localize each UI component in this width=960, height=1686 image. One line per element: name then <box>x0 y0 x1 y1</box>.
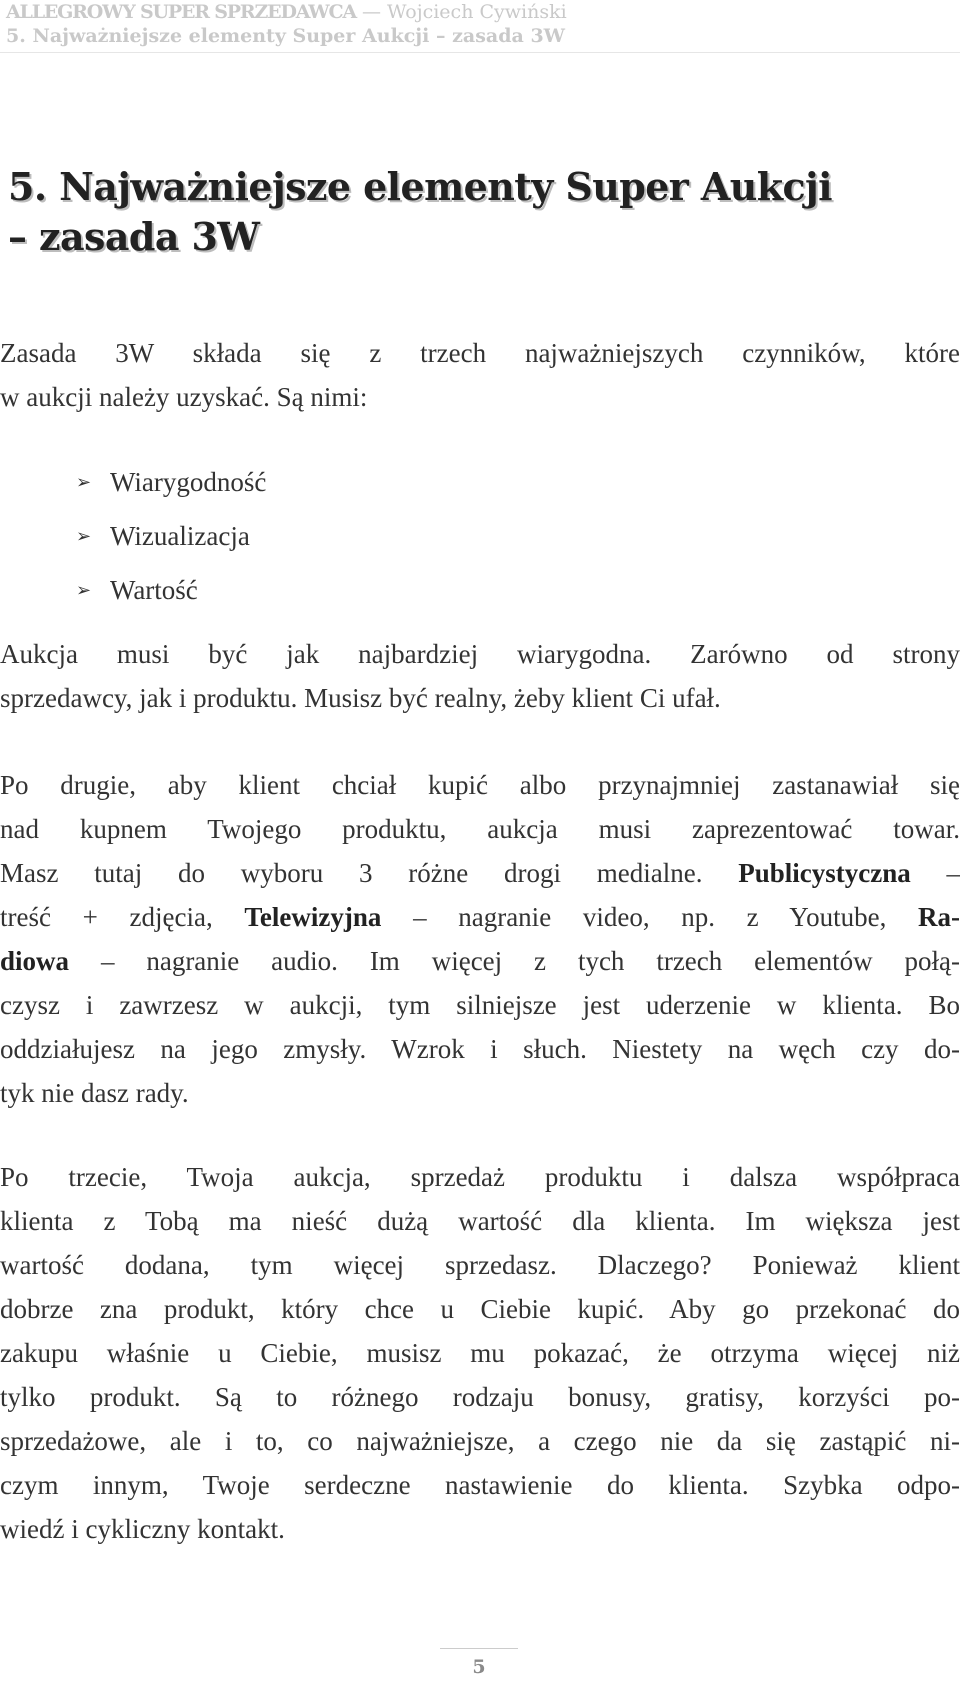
list-item-label: Wartość <box>110 575 198 605</box>
text-segment: Masz tutaj do wyboru 3 różne drogi medialne. <box>0 858 703 888</box>
list-item <box>0 514 960 568</box>
text-line: wiedź i cykliczny kontakt. <box>0 1514 285 1544</box>
text-line: tylko produkt. Są to różnego rodzaju bonusy, gratisy, korzyści po- <box>0 1382 960 1412</box>
header-separator: — <box>361 1 381 23</box>
text-line: Aukcja musi być jak najbardziej wiarygodna. Zarówno od strony <box>0 639 960 669</box>
text-line: sprzedażowe, ale i to, co najważniejsze, a czego nie da się zastąpić ni- <box>0 1426 960 1456</box>
text-line: tyk nie dasz rady. <box>0 1078 189 1108</box>
header-divider <box>0 52 960 53</box>
text-line: klienta z Tobą ma nieść dużą wartość dla klienta. Im większa jest <box>0 1206 960 1236</box>
text-line: Zasada 3W składa się z trzech najważniejszych czynników, które <box>0 338 960 368</box>
arrow-bullet-icon: ➢ <box>76 526 92 546</box>
text-line: oddziałujesz na jego zmysły. Wzrok i słuch. Niestety na węch czy do- <box>0 1034 960 1064</box>
chapter-title-line-1: 5. Najważniejsze elementy Super Aukcji <box>8 164 832 209</box>
text-segment: treść + zdjęcia, <box>0 902 213 932</box>
paragraph-visualization <box>0 763 960 1115</box>
bullet-list <box>0 460 960 622</box>
text-line: Po trzecie, Twoja aukcja, sprzedaż produktu i dalsza współpraca <box>0 1162 960 1192</box>
text-segment: – nagranie video, np. z Youtube, <box>413 902 887 932</box>
header-chapter: 5. Najważniejsze elementy Super Aukcji – zasada 3W <box>6 25 565 47</box>
text-line: zakupu właśnie u Ciebie, musisz mu pokazać, że otrzyma więcej niż <box>0 1338 960 1368</box>
text-line: dobrze zna produkt, który chce u Ciebie kupić. Aby go przekonać do <box>0 1294 960 1324</box>
book-title: ALLEGROWY SUPER SPRZEDAWCA <box>6 1 356 23</box>
bold-term: Telewizyjna <box>244 902 382 932</box>
text-segment: – nagranie audio. Im więcej z tych trzech elementów połą- <box>100 946 960 976</box>
list-item <box>0 568 960 622</box>
bold-term: Ra- <box>918 902 960 932</box>
paragraph-value <box>0 1155 960 1551</box>
text-line: czysz i zawrzesz w aukcji, tym silniejsze jest uderzenie w klienta. Bo <box>0 990 960 1020</box>
author-name: Wojciech Cywiński <box>387 1 567 23</box>
page-number-divider <box>440 1648 518 1649</box>
arrow-bullet-icon: ➢ <box>76 580 92 600</box>
text-segment: – <box>946 858 960 888</box>
paragraph-credibility <box>0 632 960 720</box>
text-line <box>0 939 960 983</box>
chapter-title <box>8 162 948 262</box>
intro-paragraph <box>0 331 960 419</box>
list-item <box>0 460 960 514</box>
text-line: w aukcji należy uzyskać. Są nimi: <box>0 382 368 412</box>
page-number: 5 <box>472 1656 486 1678</box>
header-book-line <box>6 0 567 24</box>
text-line <box>0 851 960 895</box>
text-line: sprzedawcy, jak i produktu. Musisz być realny, żeby klient Ci ufał. <box>0 683 721 713</box>
bold-term: Publicystyczna <box>738 858 911 888</box>
bold-term: diowa <box>0 946 70 976</box>
text-line <box>0 895 960 939</box>
list-item-label: Wizualizacja <box>110 521 250 551</box>
text-line: wartość dodana, tym więcej sprzedasz. Dlaczego? Ponieważ klient <box>0 1250 960 1280</box>
arrow-bullet-icon: ➢ <box>76 472 92 492</box>
text-line: czym innym, Twoje serdeczne nastawienie do klienta. Szybka odpo- <box>0 1470 960 1500</box>
list-item-label: Wiarygodność <box>110 467 267 497</box>
text-line: nad kupnem Twojego produktu, aukcja musi zaprezentować towar. <box>0 814 960 844</box>
chapter-title-line-2: – zasada 3W <box>8 214 260 259</box>
text-line: Po drugie, aby klient chciał kupić albo przynajmniej zastanawiał się <box>0 770 960 800</box>
